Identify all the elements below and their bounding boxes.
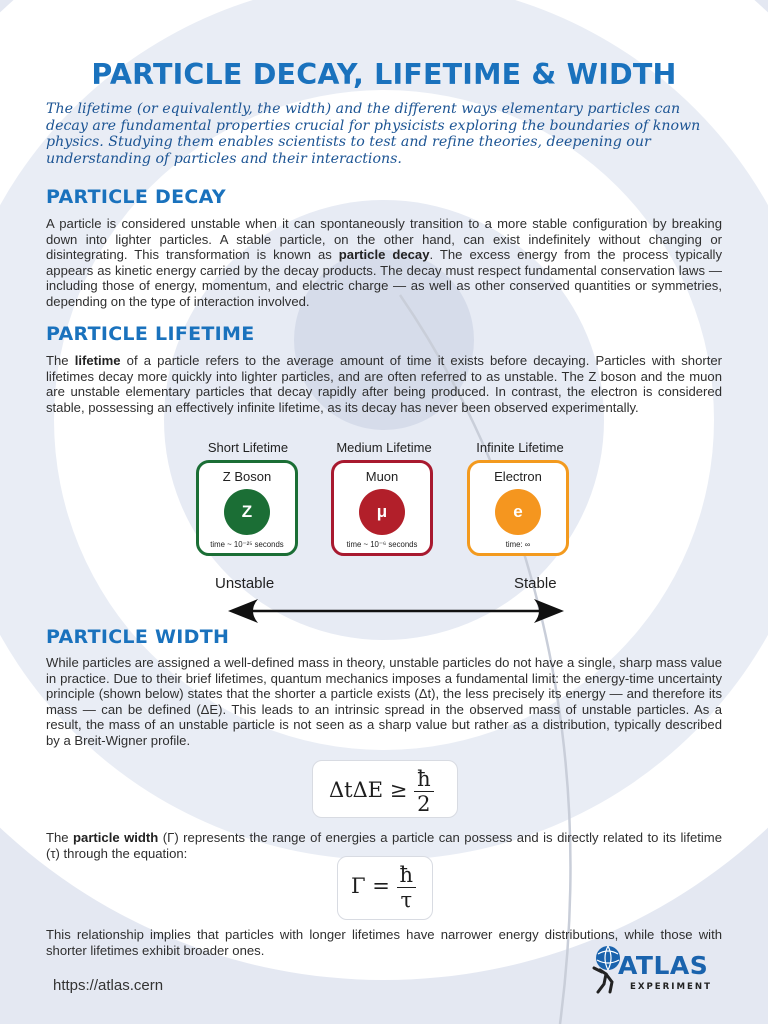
width-paragraph-2: The particle width (Γ) represents the range of energies a particle can possess and is directly related to its lifetime (τ) through the equation: [46,830,722,861]
particle-symbol: e [495,489,541,535]
atlas-logo [590,944,716,994]
decay-paragraph: A particle is considered unstable when it can spontaneously transition to a more stable configuration by breaking down into lighter particles. A stable particle, on the other hand, can exist indefinitely without changing or disintegrating. This transformation is known as particle decay. The excess energy from the process typically appears as kinetic energy carried by the decay products. The decay must respect fundamental conservation laws — including those of energy, momentum, and electric charge — as well as other conserved quantities or symmetries, depending on the type of interaction involved. [46,216,722,309]
width-equation [337,856,433,920]
equation-fraction: $\frac{ħ}{\tau}$ [397,863,417,912]
logo-wordmark: ATLAS [618,951,709,980]
particle-name: Electron [494,469,542,484]
heading-particle-lifetime: PARTICLE LIFETIME [46,323,255,345]
column-heading-short: Short Lifetime [207,440,289,455]
page-title: PARTICLE DECAY, LIFETIME & WIDTH [91,58,677,91]
width-paragraph: While particles are assigned a well-defined mass in theory, unstable particles do not have a single, sharp mass value in practice. Due to their brief lifetimes, quantum mechanics imposes a fundamental limit: the energy-time uncertainty principle (shown below) states that the shorter a particle exists (Δt), the less precisely its energy — and therefore its mass — can be defined (ΔE). This leads to an intrinsic spread in the observed mass of unstable particles. As a result, the mass of an unstable particle is not seen as a sharp value but rather as a distribution, typically described by a Breit-Wigner profile. [46,655,722,748]
particle-lifetime: time: ∞ [505,540,531,549]
width-paragraph-3: This relationship implies that particles with longer lifetimes have narrower energy distributions, while those with shorter lifetimes exhibit broader ones. [46,927,722,958]
stable-label: Stable [514,575,557,592]
particle-card-muon [331,460,433,556]
column-heading-medium: Medium Lifetime [336,440,432,455]
particle-name: Muon [365,469,399,484]
website-link[interactable]: https://atlas.cern [53,977,164,994]
equation-left: ΔtΔE ≥ [329,778,408,802]
particle-card-electron [467,460,569,556]
particle-card-z-boson [196,460,298,556]
particle-name: Z Boson [222,469,272,484]
particle-symbol: Z [224,489,270,535]
particle-symbol: μ [359,489,405,535]
equation-fraction: $\frac{ħ}{2}$ [414,767,434,816]
heading-particle-width: PARTICLE WIDTH [46,626,230,648]
logo-subtitle: EXPERIMENT [630,982,712,992]
unstable-label: Unstable [215,575,275,592]
particle-lifetime: time ~ 10⁻⁶ seconds [346,540,418,549]
intro-text: The lifetime (or equivalently, the width) and the different ways elementary particles can decay are fundamental properties crucial for physicists exploring the boundaries of known physics. Studying them enables scientists to test and refine theories, deepening our understanding of particles and their interactions. [46,101,701,167]
column-heading-infinite: Infinite Lifetime [476,440,564,455]
lifetime-paragraph: The lifetime of a particle refers to the average amount of time it exists before decaying. Particles with shorter lifetimes decay more quickly into lighter particles, and are often referred to as unstable. The Z boson and the muon are unstable elementary particles that decay rapidly after being produced. In contrast, the electron is considered stable, possessing an effectively infinite lifetime, as its decay has never been observed experimentally. [46,353,722,415]
heading-particle-decay: PARTICLE DECAY [46,186,226,208]
particle-lifetime: time ~ 10⁻²⁵ seconds [210,540,284,549]
stability-arrow [226,596,566,626]
equation-left: Γ = [351,874,390,898]
uncertainty-equation [312,760,458,818]
